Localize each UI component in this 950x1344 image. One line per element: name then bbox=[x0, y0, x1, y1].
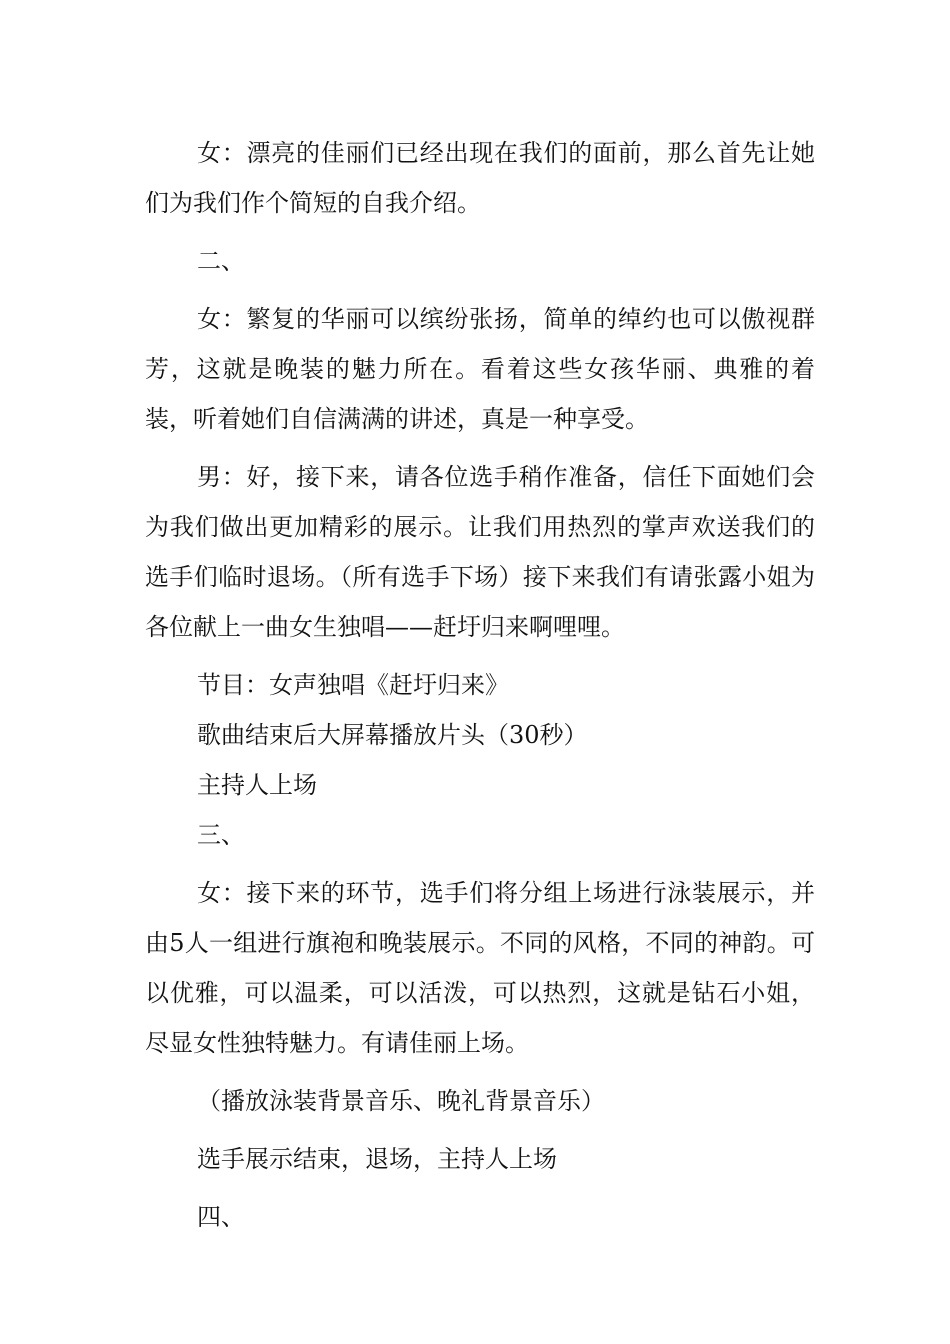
paragraph-program-solo: 节目：女声独唱《赶圩归来》 bbox=[197, 671, 509, 699]
paragraph-host-female-showcase: 女：接下来的环节，选手们将分组上场进行泳装展示，并由5人一组进行旗袍和晚装展示。不同的风格，不同的神韵。可以优雅，可以温柔，可以活泼，可以热烈，这就是钻石小姐，尽显女性独特魅力。有请佳丽上场。 bbox=[145, 879, 815, 1057]
section-heading-two: 二、 bbox=[197, 247, 245, 275]
section-heading-three: 三、 bbox=[197, 821, 245, 849]
paragraph-host-enters: 主持人上场 bbox=[197, 771, 317, 799]
paragraph-music-cue: （播放泳装背景音乐、晚礼背景音乐） bbox=[197, 1087, 605, 1115]
document-body bbox=[145, 128, 815, 1242]
paragraph-host-female-intro: 女：漂亮的佳丽们已经出现在我们的面前，那么首先让她们为我们作个简短的自我介绍。 bbox=[145, 139, 815, 217]
paragraph-contestants-exit: 选手展示结束，退场，主持人上场 bbox=[197, 1145, 557, 1173]
paragraph-screen-intro: 歌曲结束后大屏幕播放片头（30秒） bbox=[197, 721, 588, 749]
section-heading-four: 四、 bbox=[197, 1203, 245, 1231]
paragraph-host-male-transition: 男：好，接下来，请各位选手稍作准备，信任下面她们会为我们做出更加精彩的展示。让我们用热烈的掌声欢送我们的选手们临时退场。（所有选手下场）接下来我们有请张露小姐为各位献上一曲女生独唱——赶圩归来啊哩哩。 bbox=[145, 463, 815, 641]
paragraph-host-female-evening-wear: 女：繁复的华丽可以缤纷张扬，简单的绰约也可以傲视群芳，这就是晚装的魅力所在。看着这些女孩华丽、典雅的着装，听着她们自信满满的讲述，真是一种享受。 bbox=[145, 305, 815, 433]
